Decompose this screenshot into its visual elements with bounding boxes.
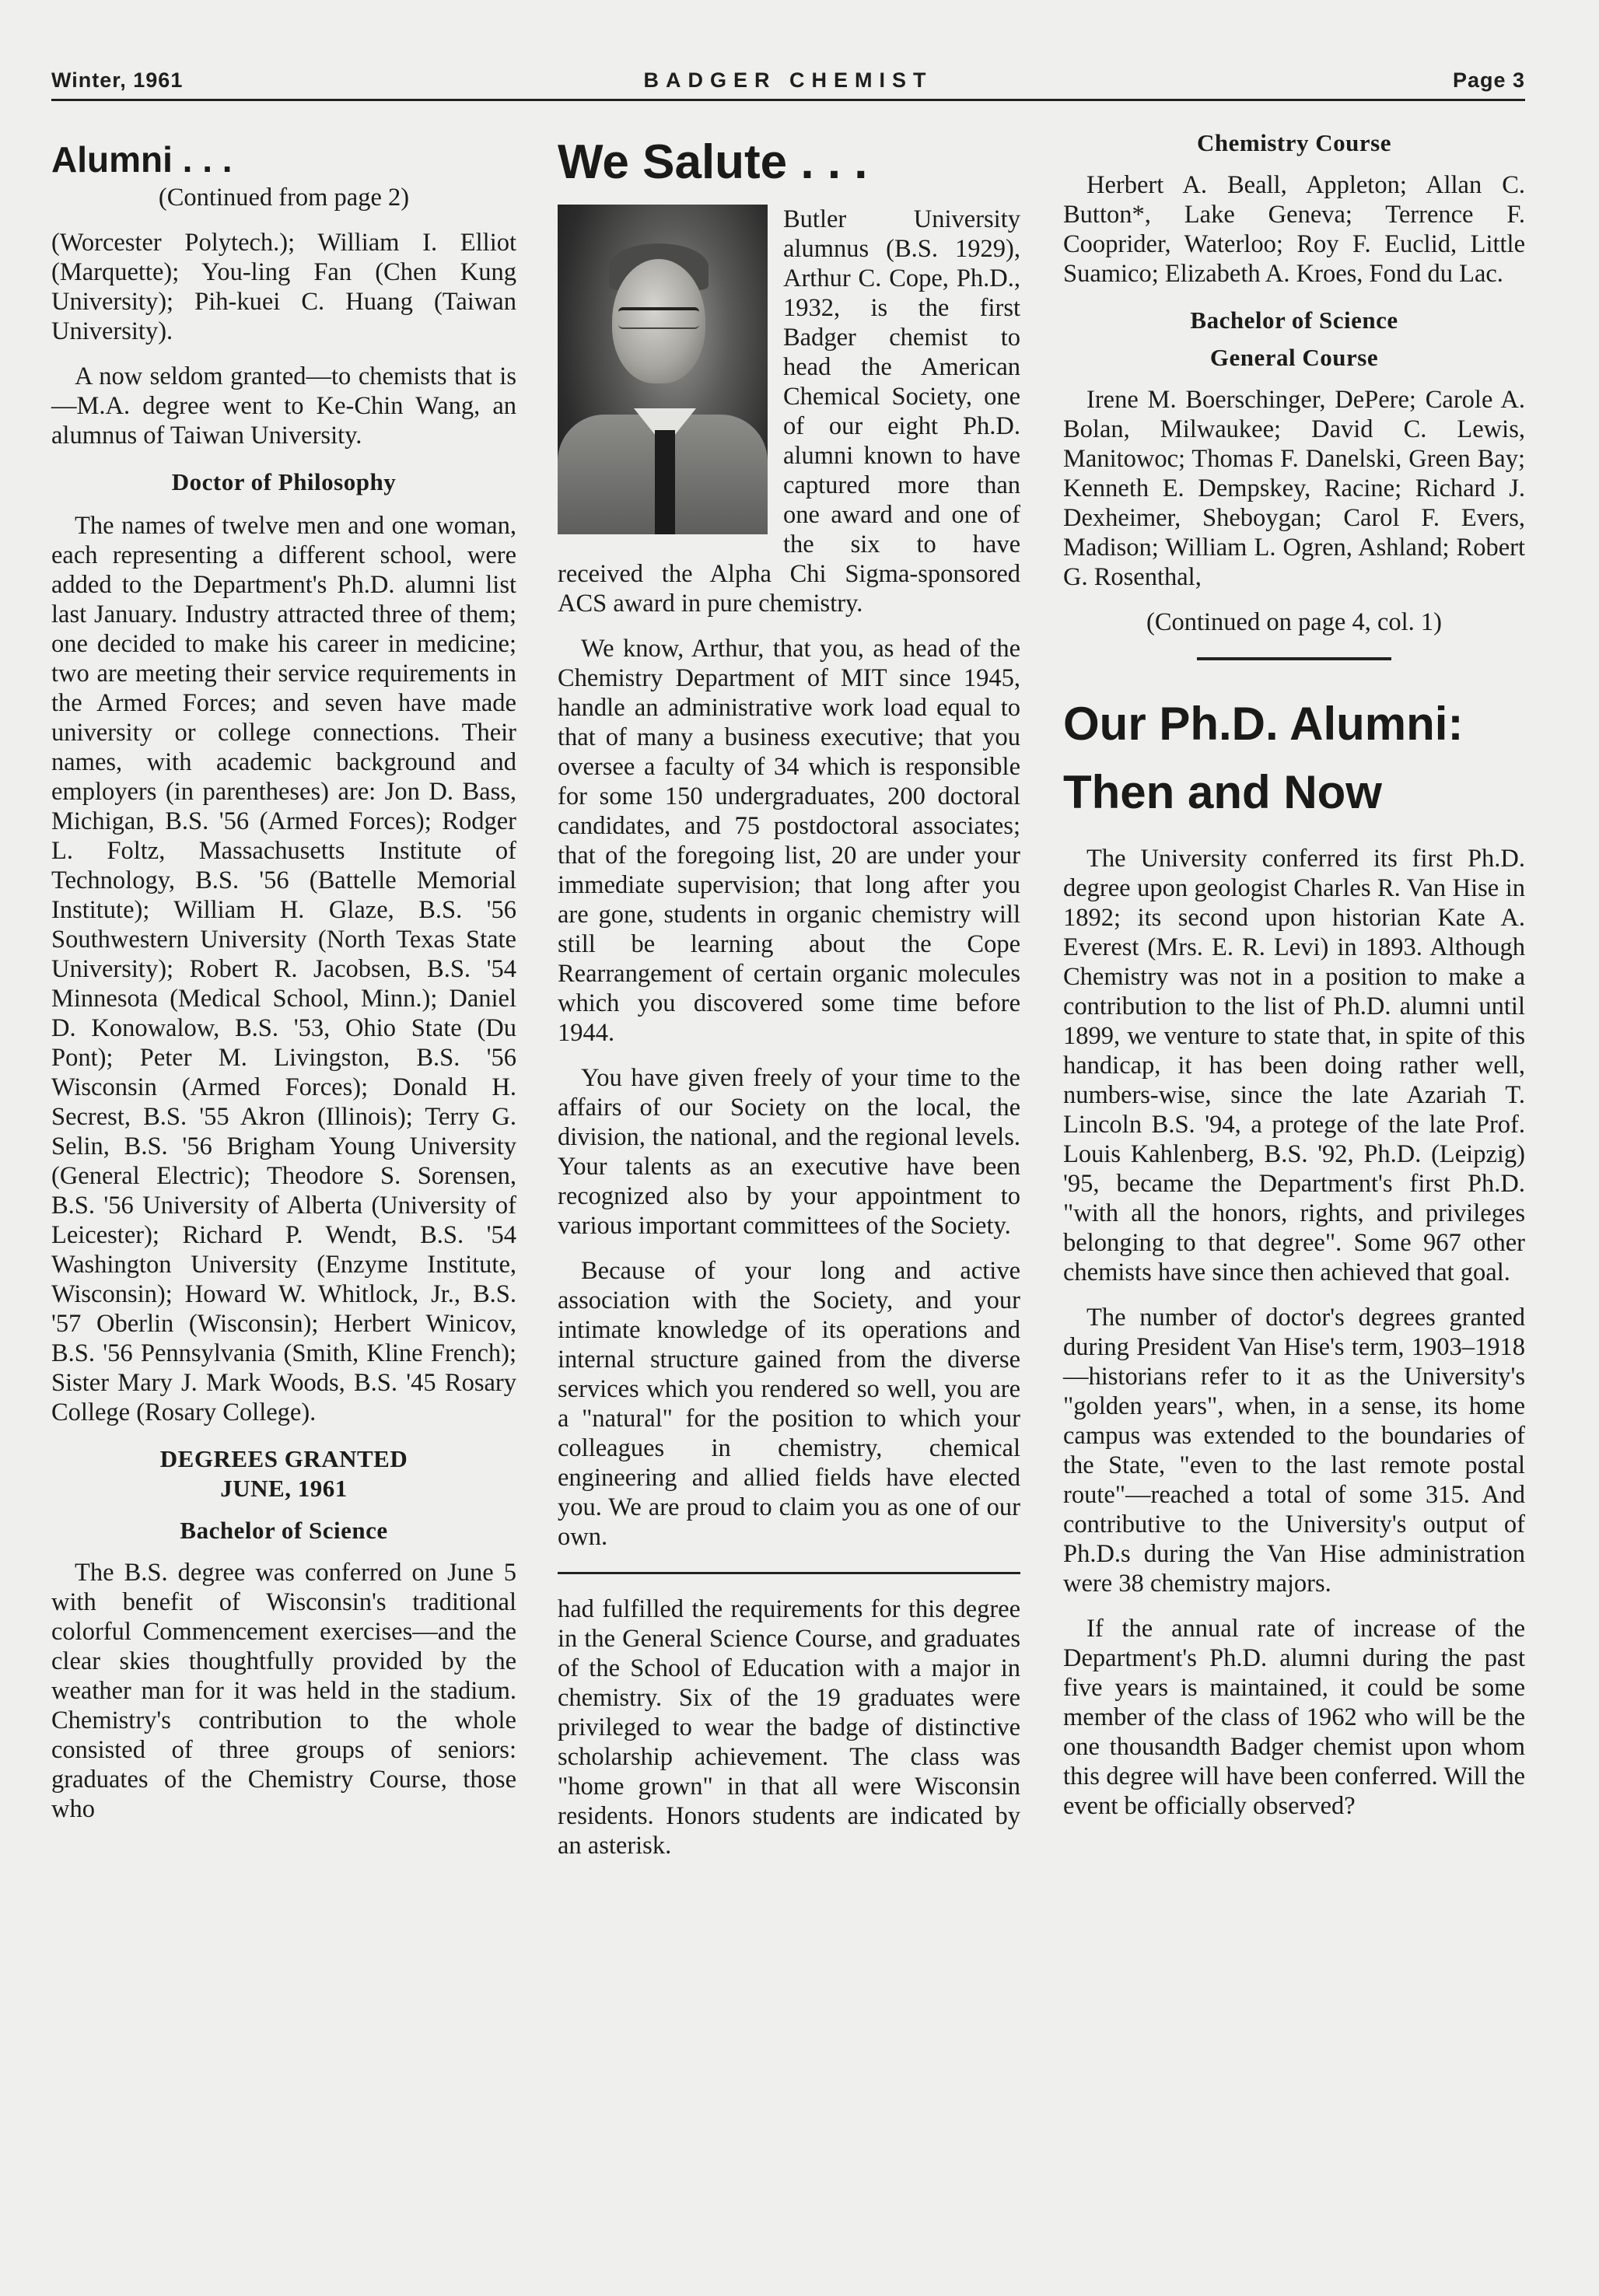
phd-alumni-heading-line-1: Our Ph.D. Alumni: <box>1063 698 1464 750</box>
portrait-glasses <box>618 307 699 329</box>
general-course-list: Irene M. Boerschinger, DePere; Carole A. Bolan, Milwaukee; David C. Lewis, Manitowoc; Thomas F. Danelski, Green Bay; Kenneth E. Dempskey, Racine; Richard J. Dexheimer, Sheboygan; Carol F. Evers, Madison; William L. Ogren, Ashland; Robert G. Rosenthal, <box>1063 386 1525 591</box>
portrait-photo <box>558 205 768 534</box>
publication-title: BADGER CHEMIST <box>643 68 933 92</box>
chemistry-course-list: Herbert A. Beall, Appleton; Allan C. Button*, Lake Geneva; Terrence F. Cooprider, Waterloo; Roy F. Euclid, Little Suamico; Elizabeth A. Kroes, Fond du Lac. <box>1063 171 1525 288</box>
bachelor-of-science-subhead-2: Bachelor of Science <box>1190 306 1398 334</box>
section-divider <box>1197 657 1391 660</box>
alumni-heading: Alumni . . . <box>51 139 233 180</box>
phd-paragraph: The names of twelve men and one woman, each representing a different school, were added to the Department's Ph.D. alumni list last January. Industry attracted three of them; one decided to make his career in medicine; two are meeting their service requirements in the Armed Forces; and seven have made university or college connections. Their names, with academic background and employers (in parentheses) are: Jon D. Bass, Michigan, B.S. '56 (Armed Forces); Rodger L. Foltz, Massachusetts Institute of Technology, B.S. '56 (Battelle Memorial Institute); William H. Glaze, B.S. '56 Southwestern University (North Texas State University); Robert R. Jacobsen, B.S. '54 Minnesota (Medical School, Minn.); Daniel D. Konowalow, B.S. '53, Ohio State (Du Pont); Peter M. Livingston, B.S. '56 Wisconsin (Armed Forces); Donald H. Secrest, B.S. '55 Akron (Illinois); Terry G. Selin, B.S. '56 Brigham Young University (General Electric); Theodore S. Sorensen, B.S. '56 University of Alberta (University of Leicester); Richard P. Wendt, B.S. '54 Washington University (Enzyme Institute, Wisconsin); Howard W. Whitlock, Jr., B.S. '57 Oberlin (Wisconsin); Herbert Winicov, B.S. '56 Pennsylvania (Smith, Kline French); Sister Mary J. Mark Woods, B.S. '45 Rosary College (Rosary College). <box>51 512 516 1426</box>
column-3 <box>1063 128 1525 1836</box>
phd-history-paragraph-1: The University conferred its first Ph.D. degree upon geologist Charles R. Van Hise in 1892; its second upon historian Kate A. Everest (Mrs. E. R. Levi) in 1893. Although Chemistry was not in a position to make a contribution to the list of Ph.D. alumni until 1899, we venture to state that, in spite of this handicap, it has been doing rather well, numbers-wise, since the late Azariah T. Lincoln B.S. '94, a protege of the late Prof. Louis Kahlenberg, B.S. '92, Ph.D. (Leipzig) '95, became the Department's first Ph.D. "with all the honors, rights, and privileges belonging to that degree". Some 967 other chemists have since then achieved that goal. <box>1063 845 1525 1286</box>
header-rule <box>51 99 1525 101</box>
page-number: Page 3 <box>1452 68 1525 92</box>
phd-alumni-heading-line-2: Then and Now <box>1063 766 1382 818</box>
column-divider <box>558 1572 1020 1574</box>
salute-paragraph-2: We know, Arthur, that you, as head of the Chemistry Department of MIT since 1945, handle an administrative work load equal to that of many a business executive; that you oversee a faculty of 34 which is responsible for some 150 undergraduates, 200 doctoral candidates, and 75 postdoctoral associates; that of the foregoing list, 20 are under your immediate supervision; that long after you are gone, students in organic chemistry will still be learning about the Cope Rearrangement of certain organic molecules which you discovered some time before 1944. <box>558 635 1020 1047</box>
salute-paragraph-4: Because of your long and active association with the Society, and your intimate knowledge of its operations and internal structure gained from the diverse services which you rendered so well, you are a "natural" for the position to which your colleagues in chemistry, chemical engineering and allied fields have elected you. We are proud to claim you as one of our own. <box>558 1257 1020 1551</box>
chemistry-course-subhead: Chemistry Course <box>1197 129 1391 156</box>
bachelor-of-science-subhead: Bachelor of Science <box>180 1517 388 1544</box>
we-salute-heading: We Salute . . . <box>558 135 868 189</box>
alumni-paragraph-1: (Worcester Polytech.); William I. Elliot (Marquette); You-ling Fan (Chen Kung University); Pih-kuei C. Huang (Taiwan University). <box>51 229 516 345</box>
continued-on-note: (Continued on page 4, col. 1) <box>1146 608 1442 636</box>
doctor-of-philosophy-subhead: Doctor of Philosophy <box>171 468 397 495</box>
phd-history-paragraph-2: The number of doctor's degrees granted during President Van Hise's term, 1903–1918—historians refer to it as the University's "golden years", when, in a sense, its home campus was extended to the boundaries of the State, "even to the last remote postal route"—reached a total of some 315. And contributive to the University's output of Ph.D.s during the Van Hise administration were 38 chemistry majors. <box>1063 1304 1525 1598</box>
bs-continuation-paragraph: had fulfilled the requirements for this degree in the General Science Course, and graduates of the School of Education with a major in chemistry. Six of the 19 graduates were privileged to wear the badge of distinctive scholarship achievement. The class was "home grown" in that all were Wisconsin residents. Honors students are indicated by an asterisk. <box>558 1595 1020 1860</box>
phd-history-paragraph-3: If the annual rate of increase of the Department's Ph.D. alumni during the past five years is maintained, it could be some member of the class of 1962 who will be the one thousandth Badger chemist upon whom this degree will have been conferred. Will the event be officially observed? <box>1063 1615 1525 1820</box>
salute-paragraph-1: Butler University alumnus (B.S. 1929), Arthur C. Cope, Ph.D., 1932, is the first Badger chemist to head the American Chemical Society, one of our eight Ph.D. alumni known to have captured more than one award and one of the six to have received the Alpha Chi Sigma-sponsored ACS award in pure chemistry. <box>558 205 1020 618</box>
page-header <box>51 68 1525 100</box>
june-1961-subhead: JUNE, 1961 <box>220 1475 348 1502</box>
alumni-paragraph-2: A now seldom granted—to chemists that is—M.A. degree went to Ke-Chin Wang, an alumnus of Taiwan University. <box>51 362 516 450</box>
degrees-granted-subhead: DEGREES GRANTED <box>159 1445 408 1472</box>
column-1 <box>51 128 516 1839</box>
general-course-subhead: General Course <box>1209 344 1379 371</box>
issue-date: Winter, 1961 <box>51 68 184 92</box>
column-2 <box>558 128 1020 1876</box>
continued-note: (Continued from page 2) <box>158 184 410 212</box>
portrait-tie <box>655 430 675 534</box>
bs-paragraph: The B.S. degree was conferred on June 5 with benefit of Wisconsin's traditional colorful Commencement exercises—and the clear skies thoughtfully provided by the weather man for it was held in the stadium. Chemistry's contribution to the whole consisted of three groups of seniors: graduates of the Chemistry Course, those who <box>51 1559 516 1823</box>
salute-paragraph-3: You have given freely of your time to the affairs of our Society on the local, the division, the national, and the regional levels. Your talents as an executive have been recognized also by your appointment to various important committees of the Society. <box>558 1064 1020 1240</box>
